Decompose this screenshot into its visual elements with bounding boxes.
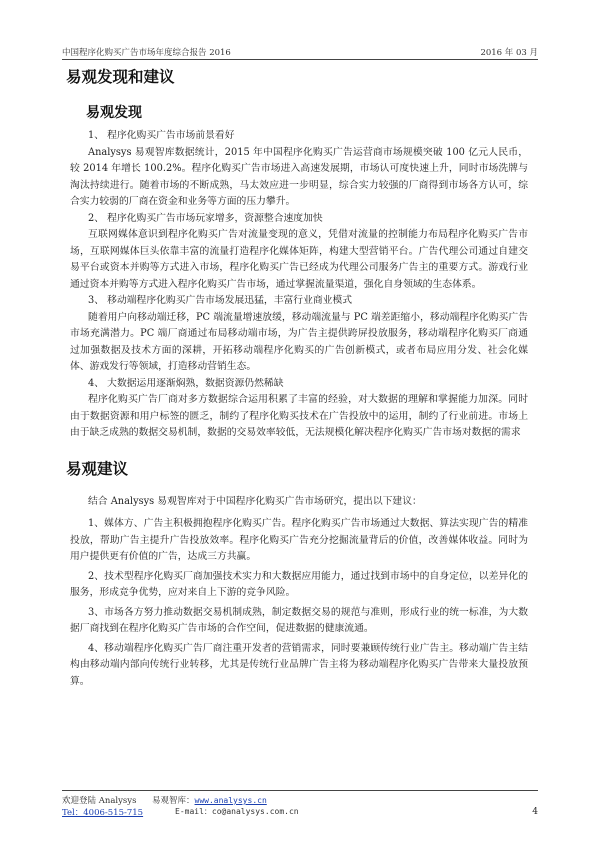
page-content (66, 64, 528, 693)
finding-1-heading: 1、 程序化购买广告市场前景看好 (88, 130, 235, 141)
section-title-findings-and-suggestions: 易观发现和建议 (66, 68, 175, 86)
suggestion-2: 2、技术型程序化购买厂商加强技术实力和大数据应用能力，通过找到市场中的自身定位，以差异化的服务，形成竞争优势，应对来自上下游的竞争风险。 (70, 570, 528, 598)
finding-4-heading: 4、 大数据运用逐渐焖熟，数据资源仍然稀缺 (88, 377, 284, 389)
report-date: 2016 年 03 月 (480, 48, 538, 58)
suggestion-3: 3、市场各方努力推动数据交易机制成熟，制定数据交易的规范与准则，形成行业的统一标准，为大数据厂商找到在程序化购买广告市场的合作空间，促进数据的健康流通。 (70, 606, 528, 634)
finding-3-body: 随着用户向移动端迁移，PC 端流量增速放缓，移动端流量与 PC 端差距缩小，移动端程序化购买广告市场充满潜力。PC 端厂商通过布局移动端市场，为广告主提供跨屏投放服务，移动端程序化购买厂商通过加强数据及技术方面的深耕，开拓移动端程序化购买的广告创新模式，或者布局应用分发、社会化媒体、游戏发行等领域，打造移动营销生态。 (70, 311, 528, 372)
footer-zhiku-label: 易观智库： (152, 796, 195, 806)
footer-email: E-mail：co@analysys.com.cn (175, 807, 299, 816)
finding-2-body: 互联网媒体意识到程序化购买广告对流量变现的意义，凭借对流量的控制能力布局程序化购买广告市场，互联网媒体巨头依靠丰富的流量打造程序化媒体矩阵，构建大型营销平台。广告代理公司通过自建交易平台或资本并购等方式进入市场，程序化购买广告已经成为代理公司服务广告主的重要方式。游戏行业通过资本并购等方式进入程序化购买广告市场，通过掌握流量渠道，强化自身领域的生态体系。 (70, 229, 528, 290)
finding-3-heading: 3、 移动端程序化购买广告市场发展迅猛，丰富行业商业模式 (88, 295, 353, 306)
footer-zhiku (152, 794, 267, 806)
suggestion-4: 4、移动端程序化购买广告厂商注重开发者的营销需求，同时要兼顾传统行业广告主。移动端广告主结构由移动端内部向传统行业转移，尤其是传统行业品牌广告主将为移动端程序化购买广告带来大量投放预算。 (70, 642, 528, 687)
footer-welcome: 欢迎登陆 Analysys (62, 796, 137, 806)
footer-row-top (62, 794, 538, 806)
suggestion-1: 1、媒体方、广告主积极拥抱程序化购买广告。程序化购买广告市场通过大数据、算法实现广告的精准投放，帮助广告主提升广告投放效率。程序化购买广告充分挖掘流量背后的价值，改善媒体收益。同时为用户提供更有价值的广告，达成三方共赢。 (70, 518, 528, 562)
finding-2-heading: 2、 程序化购买广告市场玩家增多，资源整合速度加快 (88, 212, 323, 224)
report-title: 中国程序化购买广告市场年度综合报告 2016 (62, 48, 231, 58)
finding-1-body: Analysys 易观智库数据统计，2015 年中国程序化购买广告运营商市场规模突破 100 亿元人民币，较 2014 年增长 100.2%。程序化购买广告市场进入高速发展期，市场认可度快速上升，同时市场洗牌与淘汰持续进行。随着市场的不断成熟，马太效应进一步明显，综合实力较强的厂商得到市场各方认可，综合实力较弱的厂商在资金和业务等方面的压力攀升。 (70, 146, 528, 207)
page-number: 4 (532, 807, 538, 817)
running-footer (62, 790, 538, 834)
footer-website-link[interactable]: www.analysys.cn (194, 796, 267, 805)
subsection-title-findings: 易观发现 (86, 105, 142, 121)
footer-tel-link[interactable]: Tel：4006-515-715 (62, 808, 144, 818)
section-title-suggestions: 易观建议 (66, 459, 129, 478)
footer-row-bottom (62, 806, 538, 818)
running-header (62, 46, 538, 60)
finding-4-body: 程序化购买广告厂商对多方数据综合运用积累了丰富的经验，对大数据的理解和掌握能力加深。同时由于数据资源和用户标签的匮乏，制约了程序化购买技术在广告投放中的运用，制约了行业前进。市场上由于缺乏成熟的数据交易机制，数据的交易效率较低，无法规模化解决程序化购买广告市场对数据的需求 (70, 394, 528, 438)
suggestions-intro: 结合 Analysys 易观智库对于中国程序化购买广告市场研究，提出以下建议： (88, 495, 422, 507)
